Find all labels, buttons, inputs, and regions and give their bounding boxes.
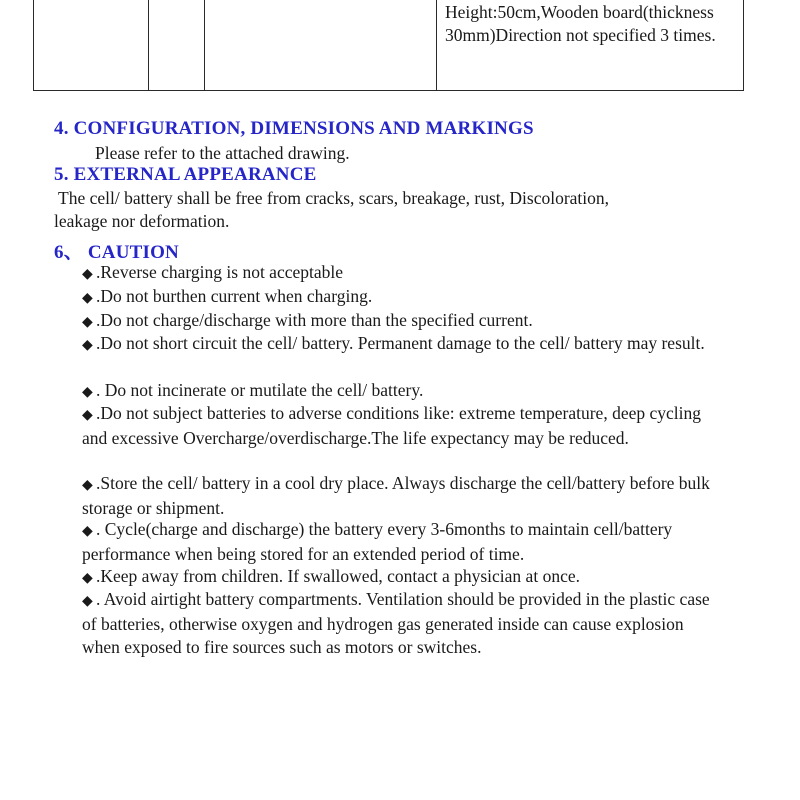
caution-item-text: . Avoid airtight battery compartments. Ventilation should be provided in the plastic case of batteries, otherwise oxygen and hydrogen gas generated inside can cause explosion when exposed to fire sources such as motors or switches. xyxy=(82,589,710,657)
caution-item xyxy=(82,332,722,357)
caution-item xyxy=(82,565,722,590)
caution-item-text: .Do not burthen current when charging. xyxy=(96,286,373,306)
caution-item xyxy=(82,285,722,310)
caution-item-text: . Cycle(charge and discharge) the battery every 3-6months to maintain cell/battery performance when being stored for an extended period of time. xyxy=(82,519,673,564)
diamond-bullet-icon: ◆ xyxy=(82,570,93,586)
caution-item-text: . Do not incinerate or mutilate the cell/ battery. xyxy=(96,380,424,400)
table-cell-test-condition: Height:50cm,Wooden board(thickness 30mm)Direction not specified 3 times. xyxy=(437,0,744,91)
section-6-heading: 6、 CAUTION xyxy=(54,242,179,263)
diamond-bullet-icon: ◆ xyxy=(82,384,93,400)
caution-item-text: .Do not charge/discharge with more than the specified current. xyxy=(96,310,533,330)
section-5-text-line-2: leakage nor deformation. xyxy=(54,211,230,231)
diamond-bullet-icon: ◆ xyxy=(82,593,93,609)
caution-item-text: .Reverse charging is not acceptable xyxy=(96,262,344,282)
caution-item-text: .Store the cell/ battery in a cool dry place. Always discharge the cell/battery before bulk storage or shipment. xyxy=(82,473,710,518)
caution-item xyxy=(82,472,722,520)
diamond-bullet-icon: ◆ xyxy=(82,290,93,306)
diamond-bullet-icon: ◆ xyxy=(82,337,93,353)
spec-table-fragment xyxy=(33,0,744,91)
caution-item xyxy=(82,588,722,659)
caution-item xyxy=(82,518,722,566)
section-4-text: Please refer to the attached drawing. xyxy=(95,143,350,163)
section-5-heading: 5. EXTERNAL APPEARANCE xyxy=(54,164,317,185)
caution-item xyxy=(82,261,722,286)
table-cell xyxy=(205,0,437,91)
diamond-bullet-icon: ◆ xyxy=(82,314,93,330)
table-cell xyxy=(149,0,205,91)
section-4-heading: 4. CONFIGURATION, DIMENSIONS AND MARKINGS xyxy=(54,118,534,139)
diamond-bullet-icon: ◆ xyxy=(82,266,93,282)
caution-item-text: .Do not subject batteries to adverse conditions like: extreme temperature, deep cycling and excessive Overcharge/overdischarge.The life expectancy may be reduced. xyxy=(82,403,701,448)
caution-item-text: .Keep away from children. If swallowed, contact a physician at once. xyxy=(96,566,580,586)
caution-item xyxy=(82,379,722,404)
table-row xyxy=(34,0,744,91)
section-5-text-line-1: The cell/ battery shall be free from cracks, scars, breakage, rust, Discoloration, xyxy=(58,188,610,208)
caution-item xyxy=(82,402,722,450)
caution-item xyxy=(82,309,722,334)
caution-item-text: .Do not short circuit the cell/ battery. Permanent damage to the cell/ battery may result. xyxy=(96,333,705,353)
diamond-bullet-icon: ◆ xyxy=(82,477,93,493)
diamond-bullet-icon: ◆ xyxy=(82,407,93,423)
table-cell xyxy=(34,0,149,91)
diamond-bullet-icon: ◆ xyxy=(82,523,93,539)
